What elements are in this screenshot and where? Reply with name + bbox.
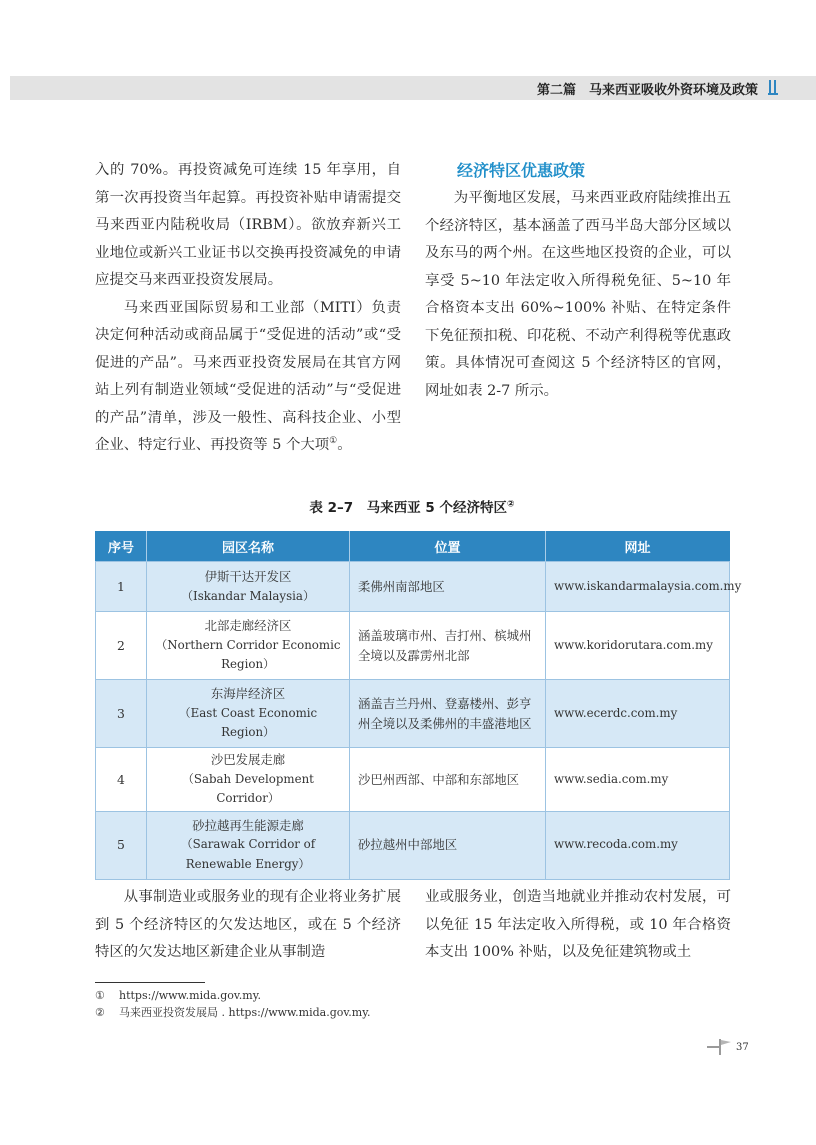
bottom-right-column: [425, 884, 731, 967]
zone-location: 砂拉越州中部地区: [350, 811, 546, 879]
zone-location: 涵盖玻璃市州、吉打州、槟城州全境以及霹雳州北部: [350, 612, 546, 680]
header-bar-mark-icon: [768, 78, 778, 96]
zone-website-link[interactable]: www.koridorutara.com.my: [546, 612, 730, 680]
row-number: 2: [96, 612, 147, 680]
table-row: [96, 562, 730, 612]
footnote-text[interactable]: 马来西亚投资发展局 . https://www.mida.gov.my.: [119, 1006, 371, 1019]
body-paragraph-2: 马来西亚国际贸易和工业部（MITI）负责决定何种活动或商品属于“受促进的活动”或“受促进的产品”。马来西亚投资发展局在其官方网站上列有制造业领域“受促进的活动”与“受促进的产品”清单，涉及一般性、高科技企业、小型企业、特定行业、再投资等 5 个大项①。: [95, 299, 401, 453]
footnote-mark: ①: [95, 989, 105, 1002]
footnote-item: [95, 1004, 370, 1021]
zone-website-link[interactable]: www.sedia.com.my: [546, 748, 730, 812]
table-caption: 表 2–7 马来西亚 5 个经济特区②: [309, 499, 515, 516]
bottom-left-column: [95, 884, 401, 967]
row-number: 5: [96, 811, 147, 879]
table-row: [96, 811, 730, 879]
zone-name: 砂拉越再生能源走廊 （Sarawak Corridor of Renewable Energy）: [147, 811, 350, 879]
zone-name: 北部走廊经济区 （Northern Corridor Economic Region）: [147, 612, 350, 680]
footnote-link[interactable]: https://www.mida.gov.my.: [119, 989, 261, 1002]
row-number: 4: [96, 748, 147, 812]
column-header-number: 序号: [96, 532, 147, 562]
body-paragraph-1: 入的 70%。再投资减免可连续 15 年享用，自第一次再投资当年起算。再投资补贴申请需提交马来西亚内陆税收局（IRBM）。欲放弃新兴工业地位或新兴工业证书以交换再投资减免的申请应提交马来西亚投资发展局。: [95, 162, 401, 288]
row-number: 1: [96, 562, 147, 612]
zone-website-link[interactable]: www.iskandarmalaysia.com.my: [546, 562, 730, 612]
column-header-zone-name: 园区名称: [147, 532, 350, 562]
table-row: [96, 680, 730, 748]
left-column: [95, 157, 401, 460]
table-row: [96, 612, 730, 680]
body-paragraph-4: 从事制造业或服务业的现有企业将业务扩展到 5 个经济特区的欠发达地区，或在 5 个经济特区的欠发达地区新建企业从事制造: [95, 889, 401, 960]
page-number: 37: [736, 1042, 749, 1053]
footnote-reference[interactable]: ①: [329, 436, 338, 447]
footnote-divider: [95, 982, 205, 983]
zone-location: 沙巴州西部、中部和东部地区: [350, 748, 546, 812]
zone-location: 柔佛州南部地区: [350, 562, 546, 612]
zone-name: 沙巴发展走廊 （Sabah Development Corridor）: [147, 748, 350, 812]
table-header-row: [96, 532, 730, 562]
footnote-item: [95, 987, 370, 1004]
footnotes: [95, 987, 370, 1021]
zone-website-link[interactable]: www.ecerdc.com.my: [546, 680, 730, 748]
zone-name: 东海岸经济区 （East Coast Economic Region）: [147, 680, 350, 748]
body-paragraph-5: 业或服务业，创造当地就业并推动农村发展，可以免征 15 年法定收入所得税，或 10 年合格资本支出 100% 补贴，以及免征建筑物或土: [425, 889, 731, 960]
column-header-location: 位置: [350, 532, 546, 562]
zone-name: 伊斯干达开发区 （Iskandar Malaysia）: [147, 562, 350, 612]
table-row: [96, 748, 730, 812]
column-header-website: 网址: [546, 532, 730, 562]
section-heading: 经济特区优惠政策: [457, 161, 586, 180]
footnote-mark: ②: [95, 1006, 105, 1019]
table-footnote-reference[interactable]: ②: [506, 499, 515, 510]
zone-location: 涵盖吉兰丹州、登嘉楼州、彭亨州全境以及柔佛州的丰盛港地区: [350, 680, 546, 748]
page-decoration-icon: [707, 1037, 733, 1057]
body-paragraph-3: 为平衡地区发展，马来西亚政府陆续推出五个经济特区，基本涵盖了西马半岛大部分区域以及东马的两个州。在这些地区投资的企业，可以享受 5~10 年法定收入所得税免征、5~10 年合格资本支出 60%~100% 补贴、在特定条件下免征预扣税、印花税、不动产利得税等优惠政策。具体情况可查阅这 5 个经济特区的官网，网址如表 2-7 所示。: [425, 190, 731, 399]
running-header-title: 第二篇 马来西亚吸收外资环境及政策: [536, 83, 758, 98]
economic-zones-table: [95, 531, 742, 880]
right-column: [425, 157, 731, 405]
zone-website-link[interactable]: www.recoda.com.my: [546, 811, 730, 879]
row-number: 3: [96, 680, 147, 748]
